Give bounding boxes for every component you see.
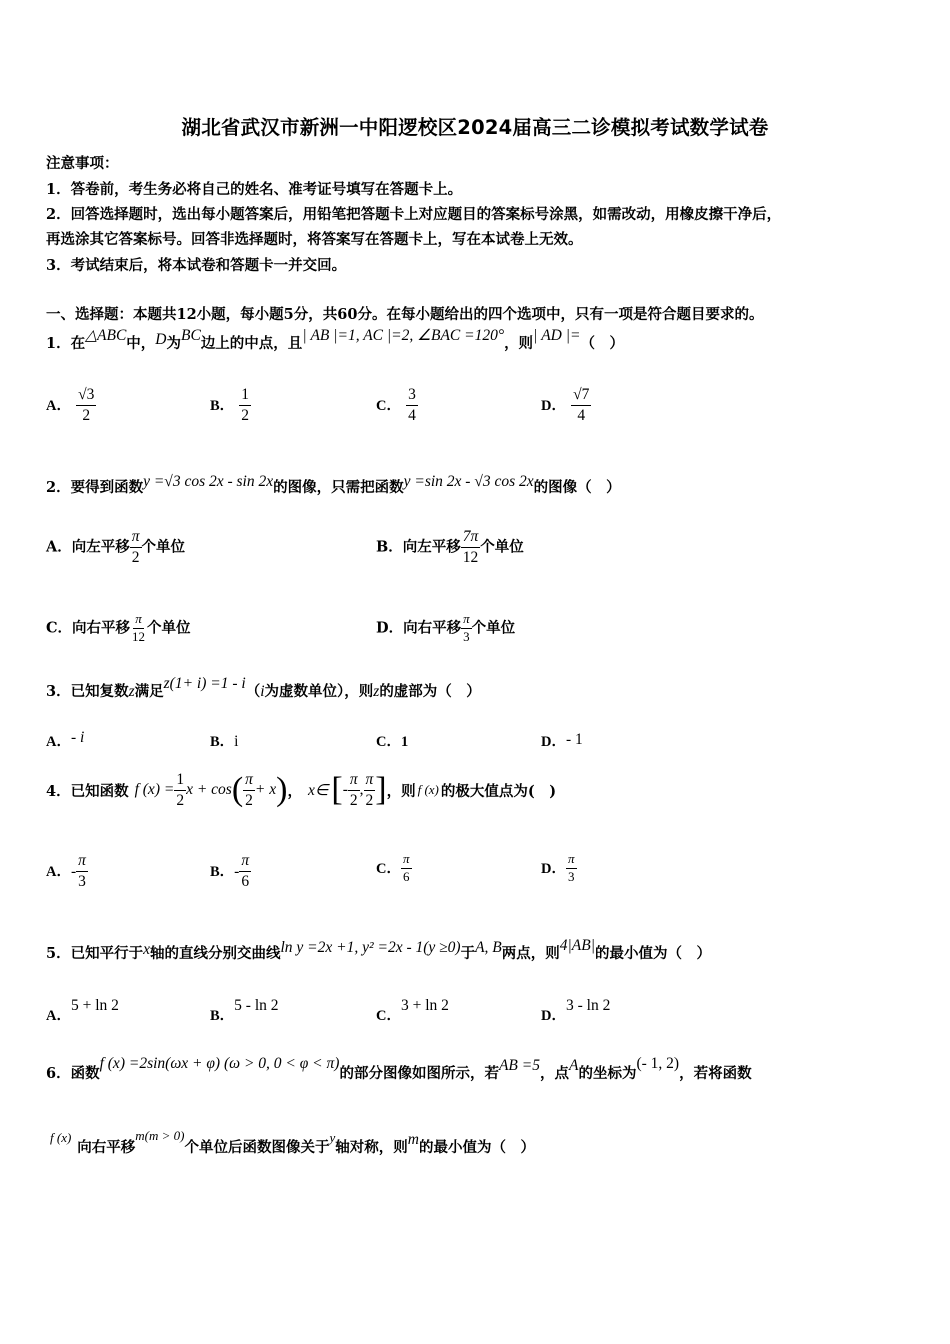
- q5-option-c[interactable]: C．3 + ln 2: [376, 997, 449, 1024]
- q4-option-c[interactable]: C． $\frac{\pi}{6}$: [376, 851, 410, 884]
- triangle-abc: △ABC: [85, 327, 127, 344]
- notice-item-2a: 2．回答选择题时，选出每小题答案后，用铅笔把答题卡上对应题目的答案标号涂黑，如需改动，用橡皮擦干净后，: [46, 206, 782, 223]
- q2-option-b[interactable]: B．向左平移 $\frac{7\pi}{12}$ 个单位: [376, 528, 524, 566]
- left-bracket: [: [331, 771, 343, 808]
- q4-option-d[interactable]: D． $\frac{\pi}{3}$: [541, 851, 575, 884]
- q2-option-a[interactable]: A．向左平移 $\frac{\pi}{2}$ 个单位: [46, 528, 186, 566]
- page-title: 湖北省武汉市新洲一中阳逻校区2024届高三二诊模拟考试数学试卷: [181, 116, 769, 139]
- q1-option-c[interactable]: C． $\frac{3}{4}$: [376, 386, 416, 424]
- q3-option-c[interactable]: C．1: [376, 734, 409, 750]
- question-2: 2．要得到函数y =√3 cos 2x - sin 2x的图像，只需把函数y =sin 2x - √3 cos 2x的图像（ ）: [46, 473, 621, 496]
- q2-formula-1: y =√3 cos 2x - sin 2x: [143, 473, 274, 490]
- notice-item-3: 3．考试结束后，将本试卷和答题卡一并交回。: [46, 257, 347, 274]
- q3-option-b[interactable]: B．i: [210, 733, 239, 750]
- q1-condition: | AB |=1, AC |=2, ∠BAC =120°: [302, 327, 505, 344]
- q6-coordinate: (- 1, 2): [636, 1055, 680, 1072]
- q5-expression: 4|AB|: [559, 937, 595, 954]
- question-6-cont: f (x)向右平移m(m > 0)个单位后函数图像关于y轴对称，则m的最小值为（ ）: [50, 1128, 535, 1156]
- section-heading: 一、选择题：本题共12小题，每小题5分，共60分。在每小题给出的四个选项中，只有一项是符合题目要求的。: [46, 306, 764, 323]
- q6-function: f (x) =2sin(ωx + φ) (ω > 0, 0 < φ < π): [99, 1055, 340, 1072]
- q4-option-b[interactable]: B．- $\frac{\pi}{6}$: [210, 852, 250, 890]
- q4-option-a[interactable]: A．- $\frac{\pi}{3}$: [46, 852, 86, 890]
- q5-option-b[interactable]: B．5 - ln 2: [210, 997, 279, 1024]
- notice-item-2b: 再选涂其它答案标号。回答非选择题时，将答案写在答题卡上，写在本试卷上无效。: [46, 231, 583, 248]
- q5-curves: ln y =2x +1, y² =2x - 1(y ≥0): [280, 939, 461, 956]
- notice-heading: 注意事项：: [46, 155, 119, 172]
- q1-option-a[interactable]: A． $\frac{√3}{2}$: [46, 386, 95, 424]
- q5-option-a[interactable]: A．5 + ln 2: [46, 997, 119, 1024]
- q1-option-b[interactable]: B． $\frac{1}{2}$: [210, 386, 250, 424]
- question-6: 6．函数f (x) =2sin(ωx + φ) (ω > 0, 0 < φ < π)的部分图像如图所示，若AB =5，点A的坐标为(- 1, 2)，若将函数: [46, 1055, 752, 1082]
- q3-equation: z(1+ i) =1 - i: [163, 675, 246, 692]
- q3-option-d[interactable]: D．- 1: [541, 731, 583, 750]
- question-3: 3．已知复数z满足z(1+ i) =1 - i（i为虚数单位），则z的虚部为（ ）: [46, 675, 481, 700]
- q2-option-c[interactable]: C．向右平移 $\frac{\pi}{12}$ 个单位: [46, 611, 191, 644]
- right-paren: ): [276, 771, 288, 808]
- q2-option-d[interactable]: D．向右平移 $\frac{\pi}{3}$ 个单位: [376, 611, 516, 644]
- notice-item-1: 1．答卷前，考生务必将自己的姓名、准考证号填写在答题卡上。: [46, 181, 463, 198]
- q1-option-d[interactable]: D． $\frac{√7}{4}$: [541, 386, 590, 424]
- question-1: 1．在△ABC中，D为BC边上的中点，且| AB |=1, AC |=2, ∠BAC =120°，则| AD |=（ ）: [46, 327, 624, 352]
- right-bracket: ]: [375, 771, 387, 808]
- q2-formula-2: y =sin 2x - √3 cos 2x: [403, 473, 534, 490]
- left-paren: (: [231, 771, 244, 808]
- question-5: 5．已知平行于x轴的直线分别交曲线ln y =2x +1, y² =2x - 1(y ≥0)于A, B两点，则4|AB|的最小值为（ ）: [46, 937, 711, 962]
- q5-option-d[interactable]: D．3 - ln 2: [541, 997, 611, 1024]
- question-4: 4．已知函数 f (x) = $\frac{1}{2}$ x + cos ( $\frac{\pi}{2}$ + x ) ， x∈ [ - $\frac{\pi}{2}$ , $\frac{\pi}{2}$ ] ，则 f (x) 的极大值点为( ): [46, 770, 557, 809]
- q3-option-a[interactable]: A．- i: [46, 729, 85, 750]
